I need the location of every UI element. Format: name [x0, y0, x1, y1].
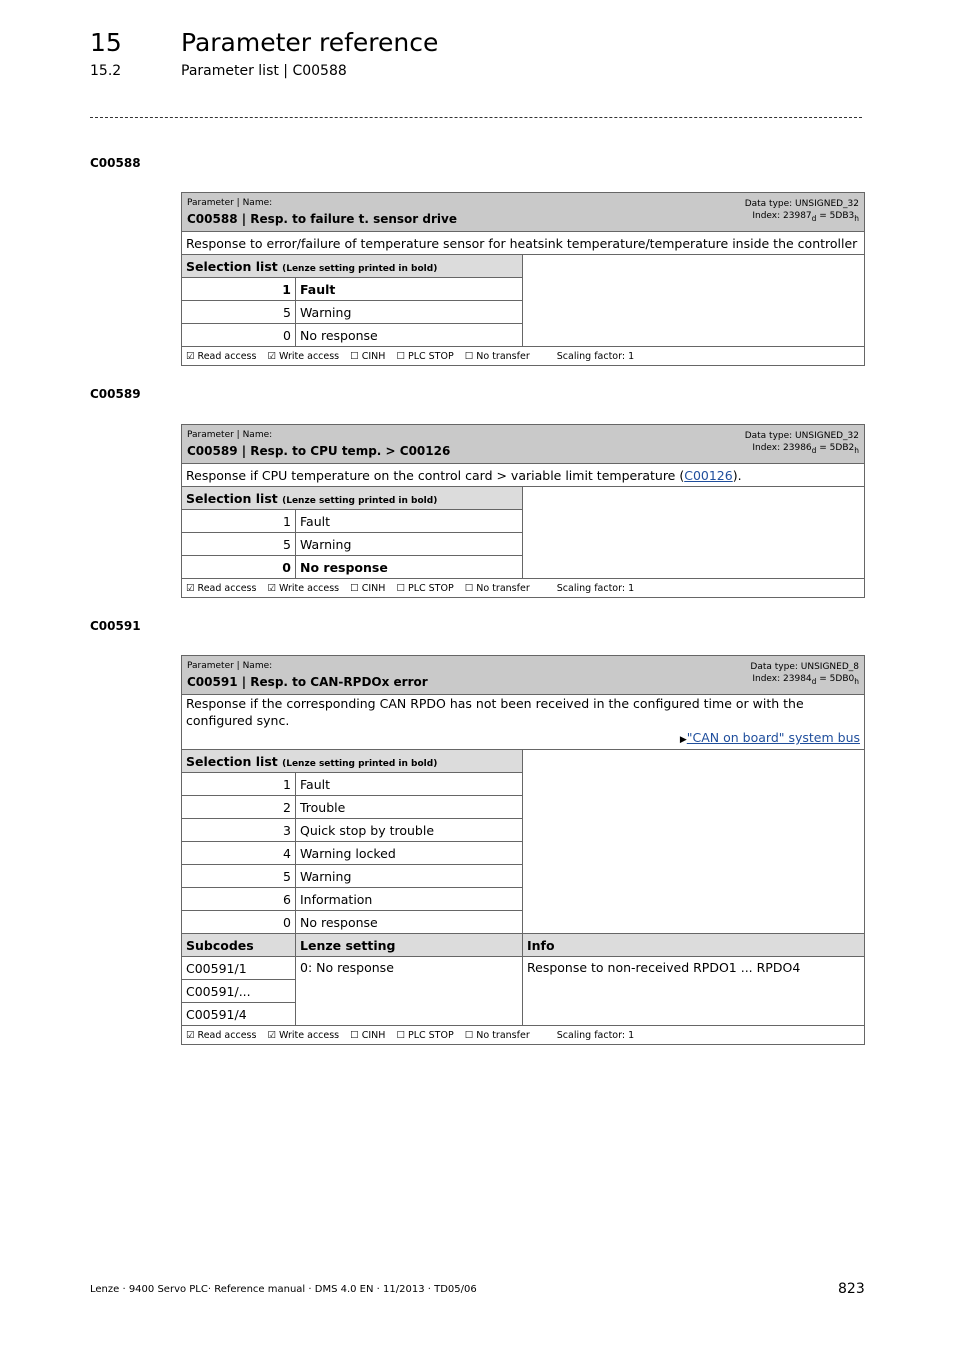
option-label: Fault	[296, 773, 523, 796]
selection-list-note: (Lenze setting printed in bold)	[282, 263, 438, 274]
option-value: 0	[182, 324, 296, 347]
read-access: ☑ Read access	[186, 582, 257, 594]
selection-list-label: Selection list	[186, 490, 278, 506]
option-label: Warning	[296, 533, 523, 556]
param-datatype	[745, 430, 859, 457]
data-type: Data type: UNSIGNED_32	[744, 431, 860, 441]
plc-stop: ☐ PLC STOP	[396, 582, 454, 594]
write-access: ☑ Write access	[267, 350, 340, 362]
option-label: Warning	[296, 865, 523, 888]
cinh: ☐ CINH	[350, 582, 386, 594]
option-value: 1	[182, 278, 296, 301]
selection-list-label: Selection list	[186, 753, 278, 769]
header-rule	[90, 117, 862, 118]
system-bus-link-row	[186, 729, 860, 749]
index-sub-h: h	[854, 676, 860, 686]
selection-list-note: (Lenze setting printed in bold)	[282, 758, 438, 769]
data-type: Data type: UNSIGNED_32	[744, 199, 860, 209]
read-access: ☑ Read access	[186, 350, 257, 362]
param-heading-c00589: C00589	[90, 387, 141, 401]
cinh: ☐ CINH	[350, 350, 386, 362]
param-label: Parameter | Name:	[187, 661, 273, 671]
scaling-factor: Scaling factor: 1	[556, 350, 635, 362]
data-type: Data type: UNSIGNED_8	[750, 662, 860, 672]
lenze-setting-header: Lenze setting	[296, 934, 523, 957]
index-sub-d: d	[811, 213, 817, 223]
selection-list-note: (Lenze setting printed in bold)	[282, 495, 438, 506]
subcode: C00591/4	[182, 1003, 296, 1026]
index-sub-d: d	[811, 676, 817, 686]
param-name: C00589 | Resp. to CPU temp. > C00126	[187, 444, 451, 458]
empty-cell	[523, 487, 865, 579]
param-description: Response to error/failure of temperature sensor for heatsink temperature/temperature inside the controller	[182, 232, 865, 255]
description-text: Response if CPU temperature on the control card > variable limit temperature (	[186, 467, 685, 483]
param-table-c00591	[181, 655, 865, 1045]
index-sub-h: h	[854, 213, 860, 223]
param-label: Parameter | Name:	[187, 430, 273, 440]
chapter-number: 15	[90, 28, 122, 57]
param-heading-c00591: C00591	[90, 619, 141, 633]
param-name: C00591 | Resp. to CAN-RPDOx error	[187, 675, 428, 689]
option-value: 5	[182, 533, 296, 556]
chapter-title: Parameter reference	[181, 28, 439, 57]
param-datatype	[750, 661, 859, 688]
index-text: Index: 23986	[752, 443, 812, 453]
index-hex: = 5DB0	[816, 674, 855, 684]
subcode-lenze-setting: 0: No response	[296, 957, 523, 1026]
param-header	[182, 656, 865, 695]
index-sub-h: h	[854, 445, 860, 455]
page-number: 823	[838, 1281, 865, 1297]
param-description	[182, 464, 865, 487]
no-transfer: ☐ No transfer	[464, 350, 530, 362]
option-label: No response	[296, 911, 523, 934]
description-end: ).	[732, 467, 742, 483]
cinh: ☐ CINH	[350, 1029, 386, 1041]
scaling-factor: Scaling factor: 1	[556, 582, 635, 594]
option-label: No response	[296, 324, 523, 347]
option-label: Warning locked	[296, 842, 523, 865]
index-hex: = 5DB2	[816, 443, 855, 453]
option-value: 2	[182, 796, 296, 819]
description-text: Response if the corresponding CAN RPDO has not been received in the configured time or with the configured sync.	[186, 696, 804, 728]
param-footer	[182, 347, 865, 366]
param-description	[182, 695, 865, 750]
empty-cell	[523, 750, 865, 934]
subcode: C00591/...	[182, 980, 296, 1003]
param-footer	[182, 1026, 865, 1045]
option-label: Fault	[296, 278, 523, 301]
empty-cell	[523, 255, 865, 347]
option-label: Information	[296, 888, 523, 911]
param-heading-c00588: C00588	[90, 156, 141, 170]
write-access: ☑ Write access	[267, 582, 340, 594]
option-value: 1	[182, 773, 296, 796]
index-sub-d: d	[811, 445, 817, 455]
no-transfer: ☐ No transfer	[464, 1029, 530, 1041]
triangle-right-icon: ▶	[679, 735, 687, 745]
option-value: 6	[182, 888, 296, 911]
write-access: ☑ Write access	[267, 1029, 340, 1041]
system-bus-link[interactable]: "CAN on board" system bus	[686, 730, 861, 745]
option-label: No response	[296, 556, 523, 579]
option-label: Trouble	[296, 796, 523, 819]
param-header	[182, 425, 865, 464]
subcode-info: Response to non-received RPDO1 ... RPDO4	[523, 957, 865, 1026]
read-access: ☑ Read access	[186, 1029, 257, 1041]
option-value: 0	[182, 556, 296, 579]
subcode: C00591/1	[182, 957, 296, 980]
selection-list-label: Selection list	[186, 258, 278, 274]
param-table-c00588	[181, 192, 865, 366]
page-footer-text: Lenze · 9400 Servo PLC· Reference manual · DMS 4.0 EN · 11/2013 · TD05/06	[90, 1284, 477, 1295]
section-number: 15.2	[90, 63, 122, 79]
option-label: Warning	[296, 301, 523, 324]
index-hex: = 5DB3	[816, 211, 855, 221]
param-label: Parameter | Name:	[187, 198, 273, 208]
option-value: 4	[182, 842, 296, 865]
info-header: Info	[523, 934, 865, 957]
no-transfer: ☐ No transfer	[464, 582, 530, 594]
section-title: Parameter list | C00588	[181, 63, 347, 79]
option-value: 0	[182, 911, 296, 934]
c00126-link[interactable]: C00126	[684, 467, 733, 483]
param-footer	[182, 579, 865, 598]
option-value: 5	[182, 301, 296, 324]
param-table-c00589	[181, 424, 865, 598]
selection-list-header	[182, 750, 523, 773]
index-text: Index: 23984	[752, 674, 812, 684]
selection-list-header	[182, 255, 523, 278]
scaling-factor: Scaling factor: 1	[556, 1029, 635, 1041]
subcodes-header: Subcodes	[182, 934, 296, 957]
option-label: Fault	[296, 510, 523, 533]
param-datatype	[745, 198, 859, 225]
param-name: C00588 | Resp. to failure t. sensor drive	[187, 212, 457, 226]
option-value: 5	[182, 865, 296, 888]
index-text: Index: 23987	[752, 211, 812, 221]
option-value: 3	[182, 819, 296, 842]
plc-stop: ☐ PLC STOP	[396, 1029, 454, 1041]
option-label: Quick stop by trouble	[296, 819, 523, 842]
plc-stop: ☐ PLC STOP	[396, 350, 454, 362]
param-header	[182, 193, 865, 232]
selection-list-header	[182, 487, 523, 510]
option-value: 1	[182, 510, 296, 533]
